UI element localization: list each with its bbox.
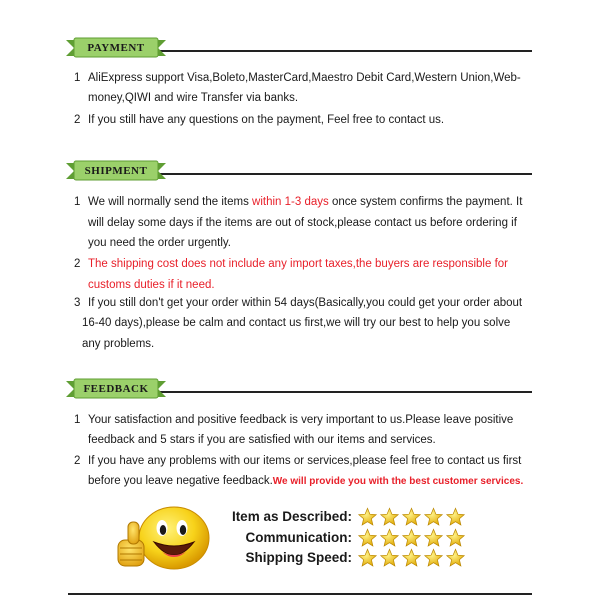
ratings-block: [0, 500, 600, 580]
star-icon: [445, 507, 466, 527]
star-icon: [445, 528, 466, 548]
payment-title: PAYMENT: [87, 42, 145, 54]
star-icon: [423, 548, 444, 568]
shipment-header: [0, 156, 600, 186]
star-rating: [357, 528, 467, 548]
star-icon: [357, 548, 378, 568]
feedback-title: FEEDBACK: [83, 383, 149, 395]
star-icon: [423, 528, 444, 548]
rating-row-item-as-described: Item as Described:: [0, 507, 600, 527]
payment-banner: [66, 37, 166, 59]
star-icon: [401, 528, 422, 548]
feedback-header: [0, 374, 600, 404]
star-icon: [357, 528, 378, 548]
shipment-banner: [66, 160, 166, 182]
star-icon: [357, 507, 378, 527]
star-icon: [401, 507, 422, 527]
rating-row-communication: Communication:: [0, 528, 600, 548]
star-icon: [379, 528, 400, 548]
star-icon: [379, 548, 400, 568]
rating-row-shipping-speed: Shipping Speed:: [0, 548, 600, 568]
header-rule: [140, 173, 532, 175]
star-icon: [423, 507, 444, 527]
shipment-title: SHIPMENT: [84, 165, 148, 177]
star-rating: [357, 548, 467, 568]
star-rating: [357, 507, 467, 527]
star-icon: [445, 548, 466, 568]
feedback-banner: [66, 378, 166, 400]
payment-header: [0, 33, 600, 63]
star-icon: [401, 548, 422, 568]
header-rule: [140, 50, 532, 52]
header-rule: [140, 391, 532, 393]
bottom-rule: [68, 593, 532, 595]
star-icon: [379, 507, 400, 527]
